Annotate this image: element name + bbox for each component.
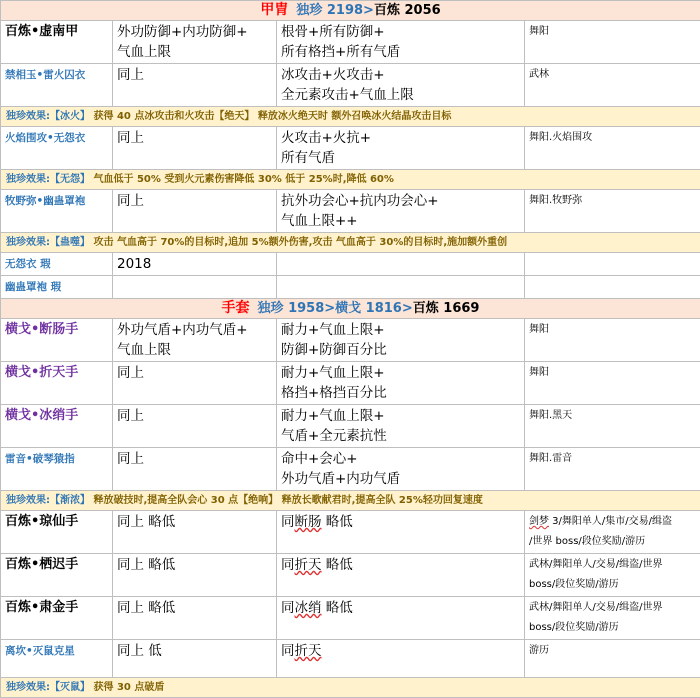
- item-source: 舞阳: [525, 362, 700, 405]
- item-attr: 同上: [113, 405, 277, 448]
- armor-header: [1, 1, 700, 21]
- table-row: [1, 405, 700, 448]
- glove-ranking-end: 百炼 1669: [413, 301, 480, 316]
- effect-text: 独珍效果:【渐浓】 释放破技时,提高全队会心 30 点【绝响】 释放长歌献君时,提高全队 25%轻功回复速度: [1, 491, 700, 511]
- item-stats: 耐力+气血上限+ 防御+防御百分比: [277, 319, 525, 362]
- effect-row: [1, 491, 700, 511]
- item-attr: 同上 略低: [113, 511, 277, 554]
- effect-row: [1, 107, 700, 127]
- glove-ranking: 独珍 1958>横戈 1816>: [258, 301, 413, 316]
- item-stats: 根骨+所有防御+ 所有格挡+所有气盾: [277, 21, 525, 64]
- item-source: 武林: [525, 64, 700, 107]
- table-row: [1, 511, 700, 554]
- armor-ranking: 独珍 2198>: [296, 3, 374, 18]
- table-row: [1, 253, 700, 276]
- table-row: [1, 640, 700, 678]
- effect-text: 独珍效果:【冰火】 获得 40 点冰攻击和火攻击【绝天】 释放冰火绝天时 额外召唤冰火结晶攻击目标: [1, 107, 700, 127]
- flaw-name: 无怨衣 瑕: [1, 253, 113, 276]
- effect-text: 独珍效果:【无怨】 气血低于 50% 受到火元素伤害降低 30% 低于 25%时,降低 60%: [1, 170, 700, 190]
- item-name: 离坎•灭鼠克星: [1, 640, 113, 678]
- glove-header-row: [1, 299, 700, 319]
- item-stats: 火攻击+火抗+ 所有气盾: [277, 127, 525, 170]
- item-source: 舞阳: [525, 21, 700, 64]
- table-row: [1, 276, 700, 299]
- effect-row: [1, 233, 700, 253]
- glove-header: [1, 299, 700, 319]
- item-source: 舞阳: [525, 319, 700, 362]
- table-row: [1, 319, 700, 362]
- armor-category: 甲胄: [260, 2, 288, 18]
- item-name: 横戈•冰绡手: [1, 405, 113, 448]
- item-attr: 同上: [113, 362, 277, 405]
- item-source: 武林/舞阳单人/交易/缉盗/世界 boss/段位奖励/游历: [525, 597, 700, 640]
- effect-text: 独珍效果:【蛊噬】 攻击 气血高于 70%的目标时,追加 5%额外伤害,攻击 气血高于 30%的目标时,施加额外重创: [1, 233, 700, 253]
- item-name: 雷音•破琴猿指: [1, 448, 113, 491]
- table-row: [1, 554, 700, 597]
- glove-category: 手套: [222, 300, 250, 316]
- item-stats: 耐力+气血上限+ 气盾+全元素抗性: [277, 405, 525, 448]
- item-name: 火焰围攻•无怨衣: [1, 127, 113, 170]
- item-source: 舞阳.牧野弥: [525, 190, 700, 233]
- item-attr: 同上 略低: [113, 597, 277, 640]
- armor-ranking-end: 百炼 2056: [374, 3, 441, 18]
- effect-text: 独珍效果:【灭鼠】 获得 30 点破盾: [1, 678, 700, 698]
- item-name: 百炼•栖迟手: [1, 554, 113, 597]
- table-row: [1, 597, 700, 640]
- item-source: 舞阳.黑天: [525, 405, 700, 448]
- item-source: 武林/舞阳单人/交易/缉盗/世界 boss/段位奖励/游历: [525, 554, 700, 597]
- item-name: 牧野弥•幽蛊罩袍: [1, 190, 113, 233]
- item-attr: 同上 略低: [113, 554, 277, 597]
- item-name: 百炼•肃金手: [1, 597, 113, 640]
- item-stats: 同断肠 略低: [277, 511, 525, 554]
- item-name: 禁相玉•雷火囚衣: [1, 64, 113, 107]
- item-source: 舞阳.雷音: [525, 448, 700, 491]
- flaw-name: 幽蛊罩袍 瑕: [1, 276, 113, 299]
- item-name: 横戈•折天手: [1, 362, 113, 405]
- item-stats: 冰攻击+火攻击+ 全元素攻击+气血上限: [277, 64, 525, 107]
- armor-header-row: [1, 1, 700, 21]
- item-attr: 同上: [113, 127, 277, 170]
- item-name: 百炼•琼仙手: [1, 511, 113, 554]
- item-attr: 外功气盾+内功气盾+ 气血上限: [113, 319, 277, 362]
- item-name: 横戈•断肠手: [1, 319, 113, 362]
- item-attr: 同上 低: [113, 640, 277, 678]
- item-stats: 命中+会心+ 外功气盾+内功气盾: [277, 448, 525, 491]
- table-row: [1, 362, 700, 405]
- item-stats: 同折天 略低: [277, 554, 525, 597]
- item-source: 剑梦 3/舞阳单人/集市/交易/缉盗 /世界 boss/段位奖励/游历: [525, 511, 700, 554]
- item-attr: 外功防御+内功防御+ 气血上限: [113, 21, 277, 64]
- item-stats: 同冰绡 略低: [277, 597, 525, 640]
- table-row: [1, 448, 700, 491]
- table-row: [1, 190, 700, 233]
- flaw-value: [113, 276, 277, 299]
- item-attr: 同上: [113, 190, 277, 233]
- table-row: [1, 127, 700, 170]
- item-source: 游历: [525, 640, 700, 678]
- item-stats: 抗外功会心+抗内功会心+ 气血上限++: [277, 190, 525, 233]
- flaw-value: 2018: [113, 253, 277, 276]
- effect-row: [1, 678, 700, 698]
- item-attr: 同上: [113, 448, 277, 491]
- item-source: 舞阳.火焰围攻: [525, 127, 700, 170]
- item-name: 百炼•虚南甲: [1, 21, 113, 64]
- item-attr: 同上: [113, 64, 277, 107]
- item-stats: 耐力+气血上限+ 格挡+格挡百分比: [277, 362, 525, 405]
- effect-row: [1, 170, 700, 190]
- item-stats: 同折天: [277, 640, 525, 678]
- table-row: [1, 21, 700, 64]
- table-row: [1, 64, 700, 107]
